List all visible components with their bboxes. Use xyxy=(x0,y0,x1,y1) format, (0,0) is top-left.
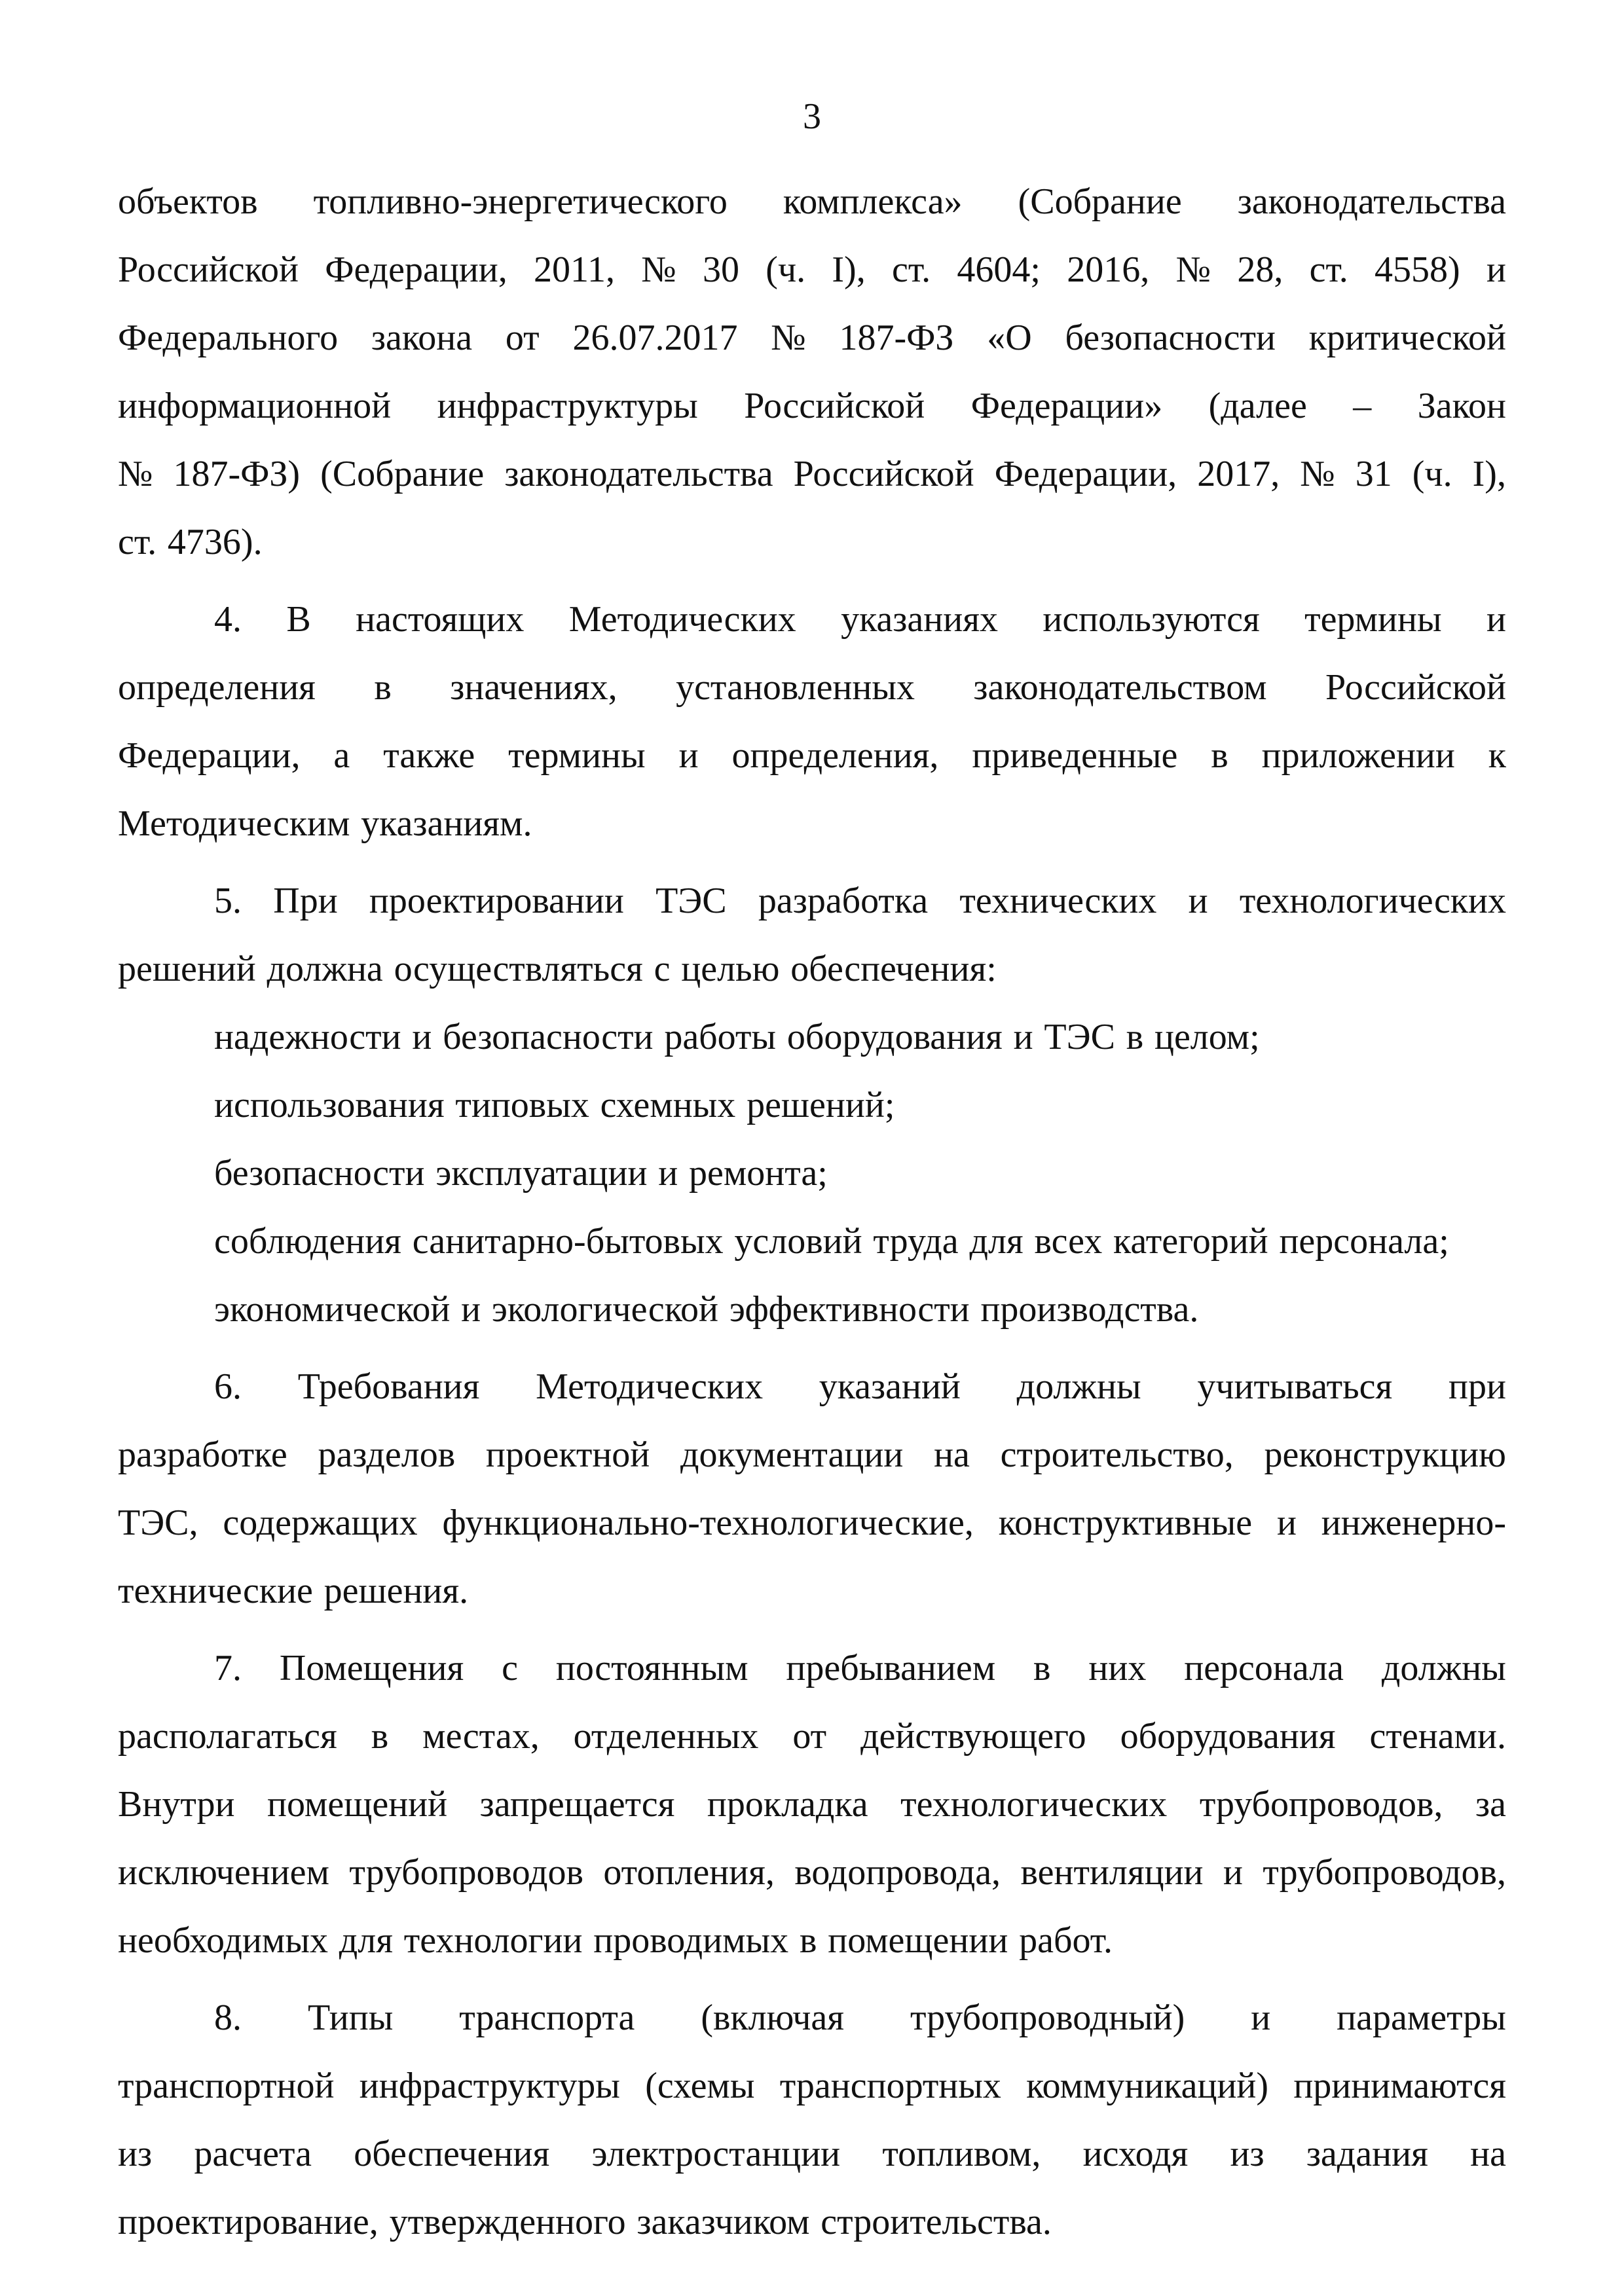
word: транспорта xyxy=(459,1997,635,2038)
word: и xyxy=(1013,1017,1033,1057)
list-item xyxy=(118,1071,1506,1139)
word: (ч. xyxy=(1412,454,1452,494)
word: документации xyxy=(680,1434,904,1475)
word: реконструкцию xyxy=(1264,1434,1506,1475)
word: технологических xyxy=(900,1784,1168,1825)
word: 31 xyxy=(1355,454,1392,494)
word: работ. xyxy=(1019,1920,1113,1961)
word: в xyxy=(371,1716,389,1757)
word: приведенные xyxy=(972,735,1178,776)
text-line xyxy=(118,2188,1506,2256)
word: действующего xyxy=(860,1716,1086,1757)
word: и xyxy=(678,735,699,776)
word: 4736). xyxy=(167,522,263,562)
word: технологических xyxy=(1239,881,1506,921)
word: транспортной xyxy=(118,2066,335,2106)
paragraph-item-7 xyxy=(118,1634,1506,1975)
word: При xyxy=(273,881,338,921)
text-line xyxy=(118,1906,1506,1975)
word: Федерации» xyxy=(970,386,1163,426)
word: (далее xyxy=(1208,386,1307,426)
word: критической xyxy=(1308,318,1506,358)
word: ТЭС xyxy=(655,881,727,921)
word: обеспечения: xyxy=(790,949,997,989)
word: с xyxy=(502,1648,518,1688)
word: ст. xyxy=(1309,249,1348,290)
word: термины xyxy=(1304,599,1442,640)
word: эффективности xyxy=(729,1289,970,1330)
word: Методических xyxy=(536,1366,764,1407)
text-line xyxy=(118,304,1506,372)
word: экологической xyxy=(491,1289,719,1330)
word: надежности xyxy=(214,1017,401,1057)
paragraph-item-6 xyxy=(118,1353,1506,1625)
paragraph-item-4 xyxy=(118,585,1506,858)
word: технических xyxy=(959,881,1157,921)
word: ст. xyxy=(118,522,157,562)
text-line xyxy=(118,1353,1506,1421)
word: располагаться xyxy=(118,1716,337,1757)
word: для xyxy=(339,1920,393,1961)
word: проводимых xyxy=(593,1920,789,1961)
word: разработка xyxy=(758,881,929,921)
word: стенами. xyxy=(1369,1716,1506,1757)
list-item xyxy=(118,1275,1506,1343)
word: решений; xyxy=(747,1085,895,1125)
word: Российской xyxy=(744,386,925,426)
word: трубопроводов, xyxy=(1199,1784,1443,1825)
word: всех xyxy=(1034,1221,1103,1262)
word: от xyxy=(505,318,540,358)
word: В xyxy=(286,599,311,640)
text-line xyxy=(118,1634,1506,1702)
word: проектировании xyxy=(369,881,624,921)
word: задания xyxy=(1306,2134,1428,2174)
word: проектирование, xyxy=(118,2202,378,2242)
word: производства. xyxy=(980,1289,1199,1330)
word: № xyxy=(1175,249,1211,290)
word: должны xyxy=(1016,1366,1141,1407)
word: № xyxy=(641,249,676,290)
word: и xyxy=(1276,1503,1297,1543)
word: исключением xyxy=(118,1852,329,1893)
word: и xyxy=(1486,599,1506,640)
list-item xyxy=(118,1139,1506,1207)
word: определения xyxy=(118,667,316,708)
text-line xyxy=(118,790,1506,858)
word: топливно-энергетического xyxy=(313,181,728,222)
word: в xyxy=(1211,735,1228,776)
text-line xyxy=(118,1770,1506,1838)
text-line xyxy=(118,2052,1506,2120)
word: 6. xyxy=(214,1366,242,1407)
word: 4604; xyxy=(957,249,1041,290)
word: ст. xyxy=(892,249,931,290)
word: схемных xyxy=(600,1085,736,1125)
word: и xyxy=(658,1153,678,1194)
word: содержащих xyxy=(223,1503,418,1543)
word: в xyxy=(374,667,392,708)
word: осуществляться xyxy=(394,949,643,989)
word: – xyxy=(1353,386,1372,426)
word: категорий xyxy=(1113,1221,1268,1262)
word: информационной xyxy=(118,386,392,426)
word: из xyxy=(118,2134,153,2174)
word: Помещения xyxy=(279,1648,464,1688)
word: утвержденного xyxy=(389,2202,626,2242)
word: указаний xyxy=(819,1366,961,1407)
list-item-5 xyxy=(118,1003,1506,1343)
word: 187-ФЗ) xyxy=(173,454,301,494)
word: целью xyxy=(681,949,780,989)
word: должна xyxy=(267,949,383,989)
word: функционально-технологические, xyxy=(442,1503,974,1543)
text-line xyxy=(118,585,1506,653)
word: 4. xyxy=(214,599,242,640)
word: Федерации, xyxy=(994,454,1177,494)
word: указаниях xyxy=(841,599,998,640)
word: решения. xyxy=(323,1571,469,1611)
word: прокладка xyxy=(707,1784,868,1825)
word: условий xyxy=(734,1221,862,1262)
word: объектов xyxy=(118,181,258,222)
word: ТЭС xyxy=(1044,1017,1115,1057)
word: местах, xyxy=(422,1716,540,1757)
word: и xyxy=(412,1017,432,1057)
word: должны xyxy=(1381,1648,1506,1688)
word: водопровода, xyxy=(794,1852,1001,1893)
word: безопасности xyxy=(214,1153,425,1194)
word: термины xyxy=(508,735,646,776)
word: Российской xyxy=(118,249,299,290)
word: при xyxy=(1449,1366,1506,1407)
text-line xyxy=(118,1984,1506,2052)
page-number: 3 xyxy=(803,96,821,137)
word: необходимых xyxy=(118,1920,328,1961)
word: (Собрание xyxy=(1018,181,1182,222)
word: и xyxy=(1188,881,1208,921)
word: 4558) xyxy=(1375,249,1460,290)
word: используются xyxy=(1043,599,1260,640)
word: ТЭС, xyxy=(118,1503,198,1543)
word: и xyxy=(1223,1852,1243,1893)
word: вентиляции xyxy=(1020,1852,1204,1893)
word: конструктивные xyxy=(998,1503,1253,1543)
word: комплекса» xyxy=(783,181,963,222)
text-line xyxy=(118,867,1506,935)
word: 7. xyxy=(214,1648,242,1688)
word: расчета xyxy=(194,2134,312,2174)
word: (ч. xyxy=(766,249,806,290)
text-line xyxy=(118,508,1506,576)
word: 2017, xyxy=(1197,454,1280,494)
word: 2016, xyxy=(1067,249,1150,290)
word: за xyxy=(1475,1784,1506,1825)
word: в xyxy=(1033,1648,1051,1688)
paragraph-item-8 xyxy=(118,1984,1506,2256)
word: I), xyxy=(1472,454,1506,494)
word: Требования xyxy=(297,1366,480,1407)
word: принимаются xyxy=(1293,2066,1506,2106)
text-line xyxy=(118,935,1506,1003)
word: персонала; xyxy=(1279,1221,1449,1262)
word: проектной xyxy=(485,1434,650,1475)
word: целом; xyxy=(1154,1017,1260,1057)
word: закона xyxy=(371,318,473,358)
text-line xyxy=(118,1702,1506,1770)
word: 26.07.2017 xyxy=(572,318,738,358)
word: и xyxy=(461,1289,481,1330)
word: разработке xyxy=(118,1434,287,1475)
word: и xyxy=(1486,249,1506,290)
word: технические xyxy=(118,1571,313,1611)
word: Типы xyxy=(307,1997,394,2038)
word: законодательства xyxy=(504,454,773,494)
text-line xyxy=(118,721,1506,790)
word: помещений xyxy=(267,1784,448,1825)
word: оборудования xyxy=(786,1017,1003,1057)
word: заказчиком xyxy=(637,2202,810,2242)
text-line xyxy=(118,2120,1506,2188)
list-item xyxy=(118,1207,1506,1275)
word: № xyxy=(1300,454,1335,494)
word: 2011, xyxy=(534,249,615,290)
word: законодательства xyxy=(1237,181,1506,222)
word: Федерального xyxy=(118,318,339,358)
paragraph-intro-continued xyxy=(118,168,1506,576)
word: с xyxy=(654,949,671,989)
word: 28, xyxy=(1237,249,1283,290)
word: эксплуатации xyxy=(435,1153,648,1194)
word: соблюдения xyxy=(214,1221,401,1262)
word: законодательством xyxy=(973,667,1267,708)
word: них xyxy=(1088,1648,1147,1688)
word: № xyxy=(118,454,153,494)
text-line xyxy=(118,1838,1506,1906)
word: (схемы xyxy=(645,2066,755,2106)
word: исходя xyxy=(1082,2134,1189,2174)
word: I), xyxy=(832,249,866,290)
word: 8. xyxy=(214,1997,242,2038)
word: также xyxy=(383,735,475,776)
word: от xyxy=(792,1716,827,1757)
text-line xyxy=(118,372,1506,440)
word: транспортных xyxy=(779,2066,1001,2106)
word: персонала xyxy=(1184,1648,1344,1688)
document-body xyxy=(118,168,1506,2256)
text-line xyxy=(118,1557,1506,1625)
word: на xyxy=(934,1434,970,1475)
word: Российской xyxy=(793,454,974,494)
word: Закон xyxy=(1417,386,1506,426)
word: труда xyxy=(873,1221,959,1262)
text-line xyxy=(118,653,1506,721)
list-item xyxy=(118,1003,1506,1071)
text-line xyxy=(118,236,1506,304)
word: трубопроводов xyxy=(349,1852,583,1893)
word: инфраструктуры xyxy=(359,2066,620,2106)
word: из xyxy=(1230,2134,1264,2174)
word: работы xyxy=(664,1017,777,1057)
word: 5. xyxy=(214,881,242,921)
text-line xyxy=(118,1489,1506,1557)
word: строительства. xyxy=(821,2202,1052,2242)
word: Методических xyxy=(568,599,796,640)
word: (Собрание xyxy=(320,454,485,494)
word: оборудования xyxy=(1120,1716,1336,1757)
word: в xyxy=(799,1920,817,1961)
word: помещении xyxy=(828,1920,1008,1961)
word: санитарно-бытовых xyxy=(412,1221,724,1262)
word: 30 xyxy=(703,249,739,290)
word: трубопроводов, xyxy=(1263,1852,1506,1893)
word: к xyxy=(1488,735,1506,776)
text-line xyxy=(118,168,1506,236)
word: разделов xyxy=(318,1434,456,1475)
word: инженерно- xyxy=(1321,1503,1506,1543)
word: электростанции xyxy=(591,2134,841,2174)
word: обеспечения xyxy=(354,2134,550,2174)
word: использования xyxy=(214,1085,445,1125)
word: приложении xyxy=(1261,735,1455,776)
word: (включая xyxy=(701,1997,845,2038)
word: Внутри xyxy=(118,1784,235,1825)
text-line xyxy=(118,1421,1506,1489)
word: постоянным xyxy=(555,1648,748,1688)
word: типовых xyxy=(455,1085,589,1125)
word: решений xyxy=(118,949,256,989)
word: в xyxy=(1126,1017,1144,1057)
word: установленных xyxy=(676,667,915,708)
word: отопления, xyxy=(603,1852,775,1893)
word: пребыванием xyxy=(786,1648,996,1688)
word: технологии xyxy=(403,1920,583,1961)
word: безопасности xyxy=(443,1017,654,1057)
word: параметры xyxy=(1337,1997,1506,2038)
text-line xyxy=(118,440,1506,508)
word: и xyxy=(1251,1997,1271,2038)
word: Российской xyxy=(1325,667,1506,708)
word: значениях, xyxy=(450,667,618,708)
word: Федерации, xyxy=(325,249,507,290)
word: строительство, xyxy=(1000,1434,1234,1475)
word: трубопроводный) xyxy=(910,1997,1185,2038)
word: экономической xyxy=(214,1289,451,1330)
word: запрещается xyxy=(479,1784,675,1825)
word: Методическим xyxy=(118,803,350,844)
word: инфраструктуры xyxy=(437,386,698,426)
word: № xyxy=(771,318,806,358)
word: «О xyxy=(987,318,1032,358)
word: настоящих xyxy=(356,599,525,640)
word: безопасности xyxy=(1065,318,1276,358)
word: определения, xyxy=(731,735,939,776)
word: 187-ФЗ xyxy=(839,318,954,358)
word: для xyxy=(969,1221,1024,1262)
word: учитываться xyxy=(1197,1366,1393,1407)
word: на xyxy=(1470,2134,1506,2174)
word: коммуникаций) xyxy=(1026,2066,1269,2106)
word: отделенных xyxy=(573,1716,759,1757)
word: топливом, xyxy=(882,2134,1041,2174)
paragraph-item-5 xyxy=(118,867,1506,1003)
word: указаниям. xyxy=(361,803,532,844)
word: а xyxy=(333,735,350,776)
word: Федерации, xyxy=(118,735,301,776)
word: ремонта; xyxy=(689,1153,828,1194)
